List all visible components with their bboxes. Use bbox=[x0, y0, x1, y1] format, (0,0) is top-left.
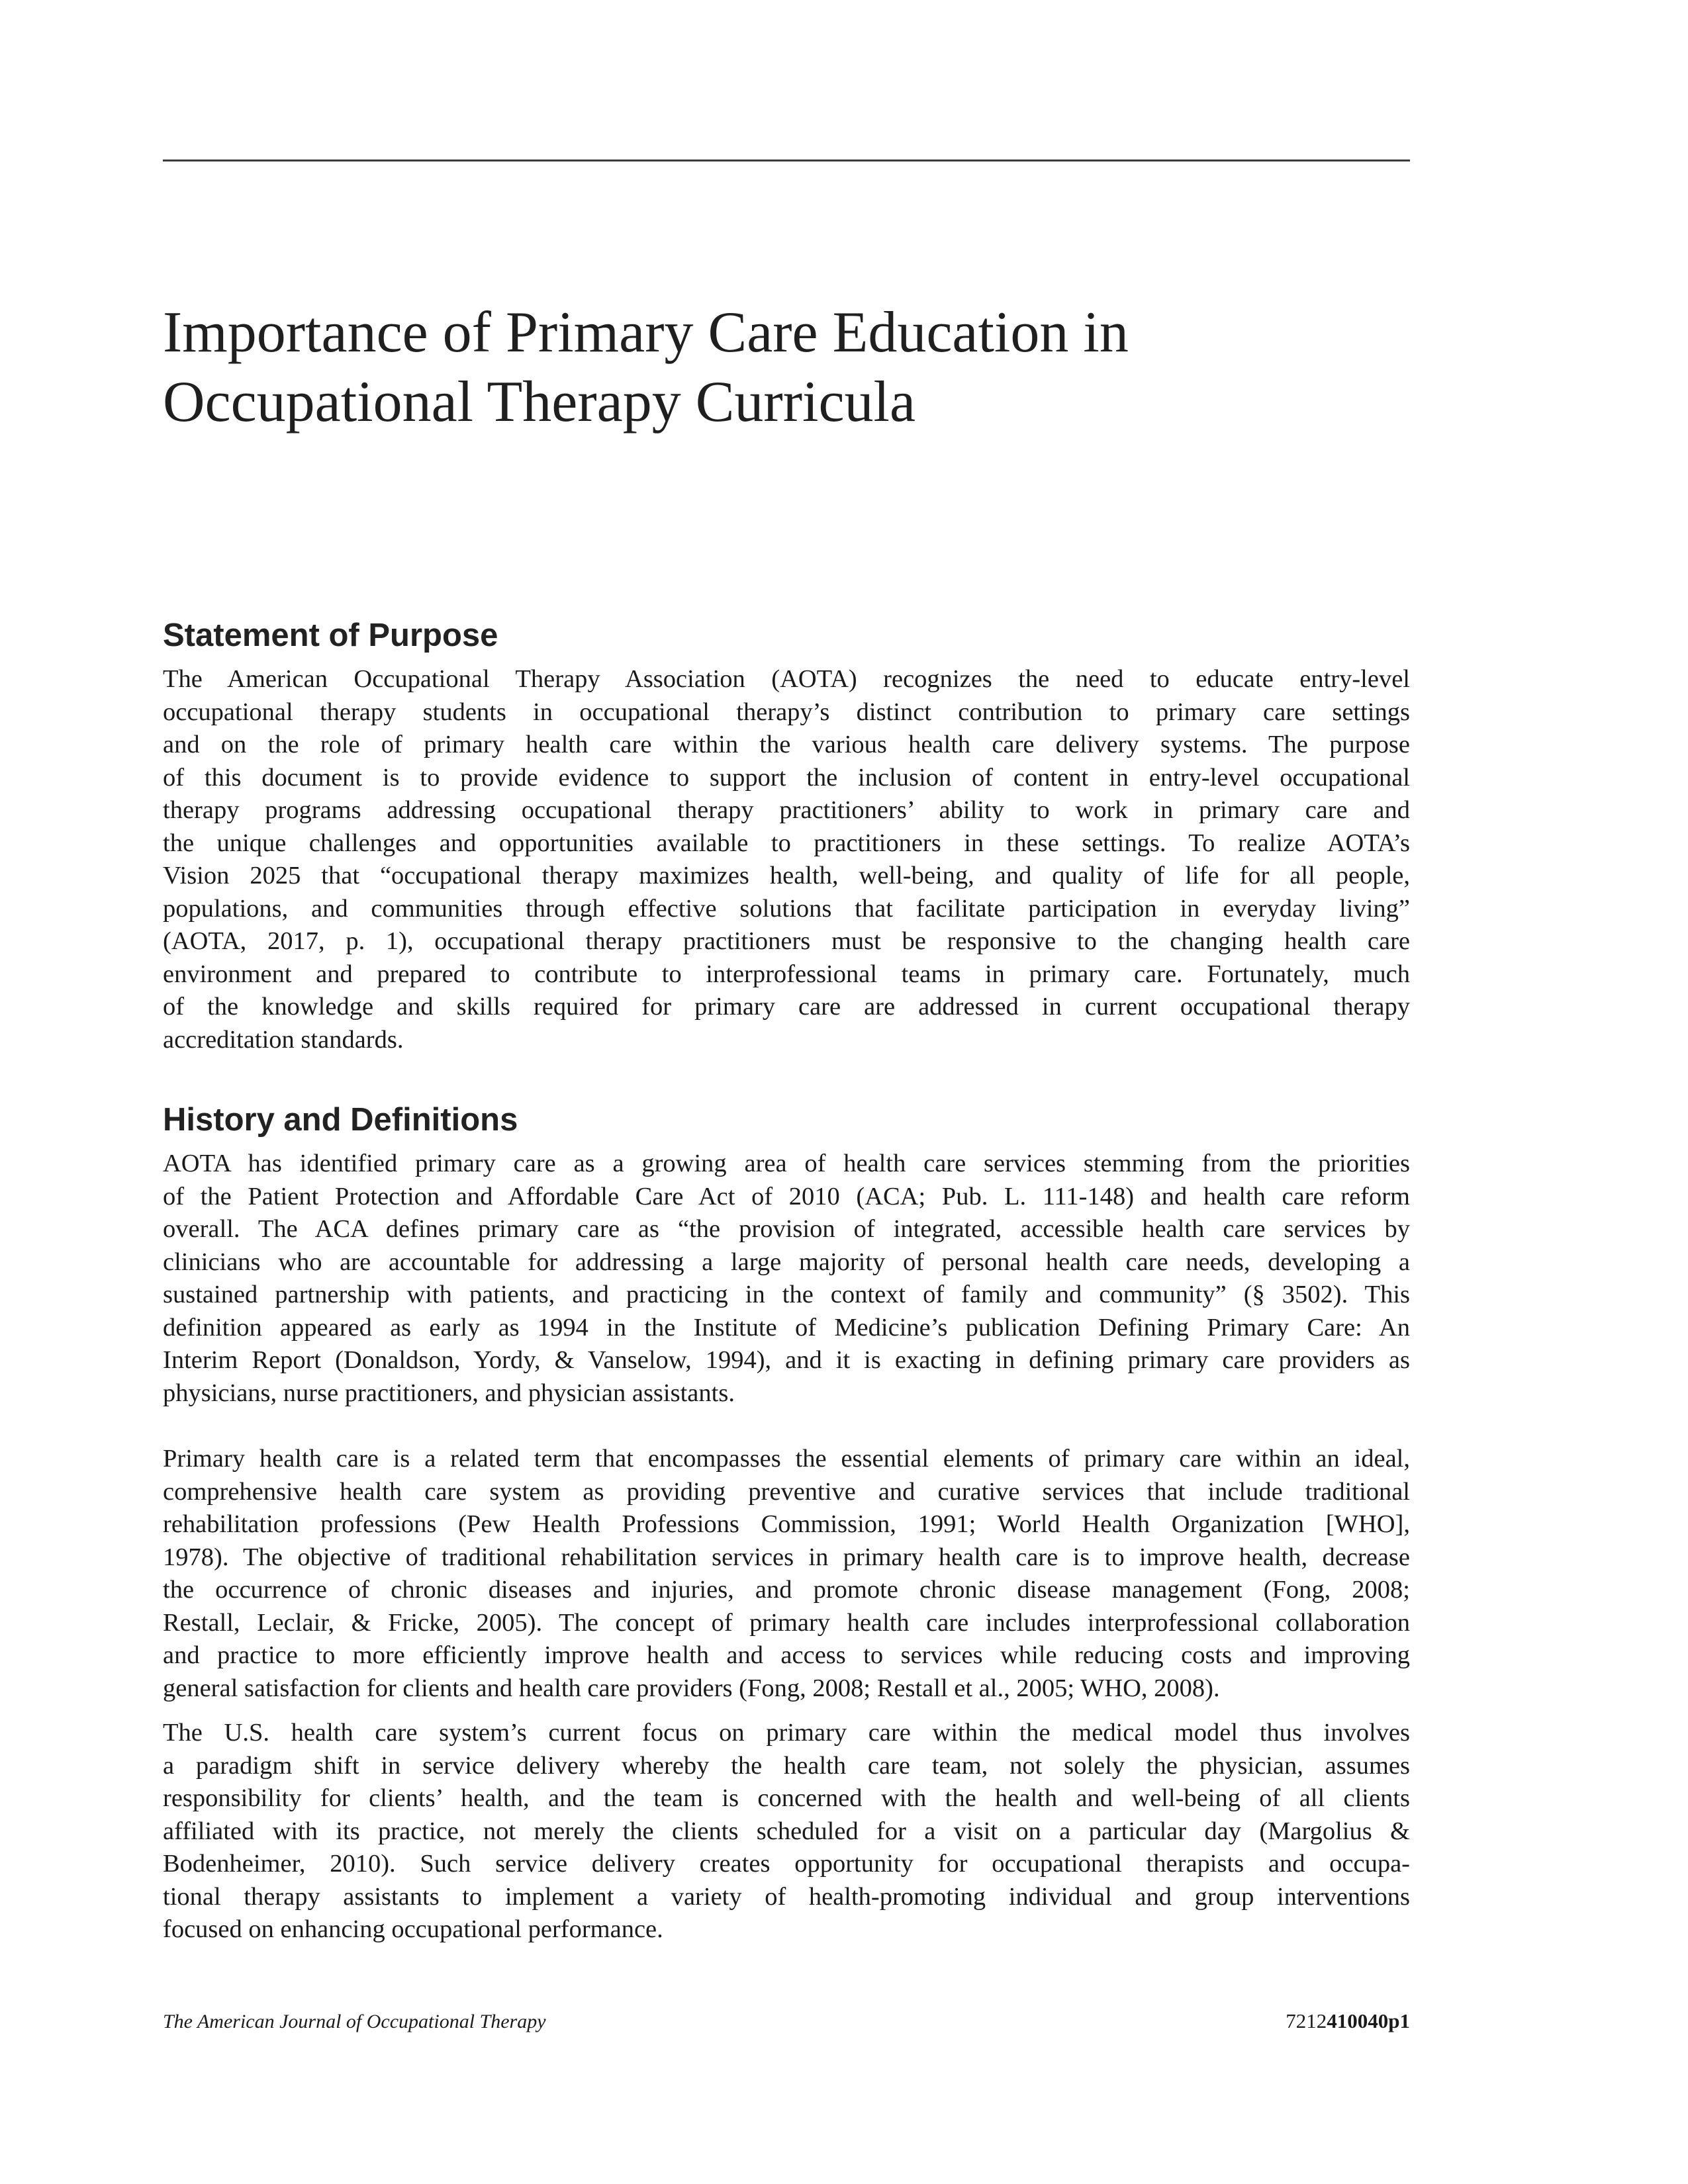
text-line: the occurrence of chronic diseases and injuries, and promote chronic disease management (Fong, 2008; bbox=[163, 1576, 1410, 1604]
article-body bbox=[163, 615, 1410, 1946]
footer-journal-name: The American Journal of Occupational Therapy bbox=[163, 2011, 546, 2032]
page-title bbox=[163, 298, 1421, 437]
text-line: 1978). The objective of traditional rehabilitation services in primary health care is to improve health, decrease bbox=[163, 1543, 1410, 1571]
text-line: tional therapy assistants to implement a variety of health-promoting individual and group interventions bbox=[163, 1882, 1410, 1911]
text-line: Primary health care is a related term that encompasses the essential elements of primary care within an ideal, bbox=[163, 1445, 1410, 1473]
page-id-prefix: 7212 bbox=[1286, 2009, 1327, 2032]
text-line: a paradigm shift in service delivery whereby the health care team, not solely the physician, assumes bbox=[163, 1751, 1410, 1780]
text-line: general satisfaction for clients and health care providers (Fong, 2008; Restall et al., 2005; WHO, 2008). bbox=[163, 1674, 1220, 1702]
text-line: of this document is to provide evidence to support the inclusion of content in entry-level occupational bbox=[163, 763, 1410, 792]
title-line-1: Importance of Primary Care Education in bbox=[163, 300, 1129, 365]
text-line: Vision 2025 that “occupational therapy maximizes health, well-being, and quality of life for all people, bbox=[163, 862, 1410, 889]
text-line: AOTA has identified primary care as a growing area of health care services stemming from the priorities bbox=[163, 1150, 1410, 1177]
text-line: The American Occupational Therapy Association (AOTA) recognizes the need to educate entry-level bbox=[163, 665, 1410, 693]
paragraph bbox=[163, 1148, 1410, 1410]
section-heading: History and Definitions bbox=[163, 1102, 518, 1138]
text-line: The U.S. health care system’s current focus on primary care within the medical model thus involves bbox=[163, 1719, 1410, 1747]
text-line: of the knowledge and skills required for primary care are addressed in current occupational therapy bbox=[163, 993, 1410, 1021]
header-rule bbox=[163, 159, 1410, 161]
paragraph bbox=[163, 1717, 1410, 1946]
text-line: affiliated with its practice, not merely the clients scheduled for a visit on a particular day (Margolius & bbox=[163, 1817, 1410, 1845]
text-line: and on the role of primary health care within the various health care delivery systems. The purpose bbox=[163, 731, 1410, 758]
text-line: Restall, Leclair, & Fricke, 2005). The concept of primary health care includes interprofessional collaboration bbox=[163, 1608, 1410, 1637]
text-line: accreditation standards. bbox=[163, 1025, 404, 1054]
text-line: therapy programs addressing occupational therapy practitioners’ ability to work in primary care and bbox=[163, 796, 1410, 824]
text-line: Interim Report (Donaldson, Yordy, & Vanselow, 1994), and it is exacting in defining primary care providers as bbox=[163, 1346, 1410, 1374]
text-line: physicians, nurse practitioners, and physician assistants. bbox=[163, 1379, 735, 1407]
text-line: environment and prepared to contribute to interprofessional teams in primary care. Fortunately, much bbox=[163, 960, 1410, 988]
text-line: sustained partnership with patients, and practicing in the context of family and community” (§ 3502). This bbox=[163, 1281, 1410, 1308]
text-line: clinicians who are accountable for addressing a large majority of personal health care needs, developing a bbox=[163, 1248, 1410, 1276]
section-history-and-definitions bbox=[163, 1100, 1410, 1946]
paragraph bbox=[163, 1443, 1410, 1705]
paragraph bbox=[163, 663, 1410, 1056]
text-line: responsibility for clients’ health, and the team is concerned with the health and well-being of all clients bbox=[163, 1784, 1410, 1812]
text-line: Bodenheimer, 2010). Such service delivery creates opportunity for occupational therapists and occupa- bbox=[163, 1850, 1410, 1878]
text-line: populations, and communities through effective solutions that facilitate participation in everyday living” bbox=[163, 894, 1410, 923]
text-line: (AOTA, 2017, p. 1), occupational therapy practitioners must be responsive to the changing health care bbox=[163, 927, 1410, 955]
text-line: focused on enhancing occupational performance. bbox=[163, 1915, 663, 1943]
text-line: the unique challenges and opportunities available to practitioners in these settings. To realize AOTA’s bbox=[163, 829, 1410, 857]
text-line: of the Patient Protection and Affordable Care Act of 2010 (ACA; Pub. L. 111-148) and health care reform bbox=[163, 1182, 1410, 1210]
title-line-2: Occupational Therapy Curricula bbox=[163, 370, 916, 434]
text-line: rehabilitation professions (Pew Health Professions Commission, 1991; World Health Organization [WHO], bbox=[163, 1510, 1410, 1538]
footer-page-id bbox=[1286, 2009, 1410, 2033]
section-statement-of-purpose bbox=[163, 615, 1410, 1056]
text-line: comprehensive health care system as providing preventive and curative services that include traditional bbox=[163, 1477, 1410, 1506]
text-line: occupational therapy students in occupational therapy’s distinct contribution to primary care settings bbox=[163, 698, 1410, 726]
section-heading: Statement of Purpose bbox=[163, 617, 498, 653]
text-line: and practice to more efficiently improve health and access to services while reducing costs and improving bbox=[163, 1641, 1410, 1669]
text-line: definition appeared as early as 1994 in the Institute of Medicine’s publication Defining Primary Care: An bbox=[163, 1313, 1410, 1342]
page-id-bold: 410040p1 bbox=[1327, 2009, 1410, 2032]
text-line: overall. The ACA defines primary care as “the provision of integrated, accessible health care services by bbox=[163, 1215, 1410, 1243]
